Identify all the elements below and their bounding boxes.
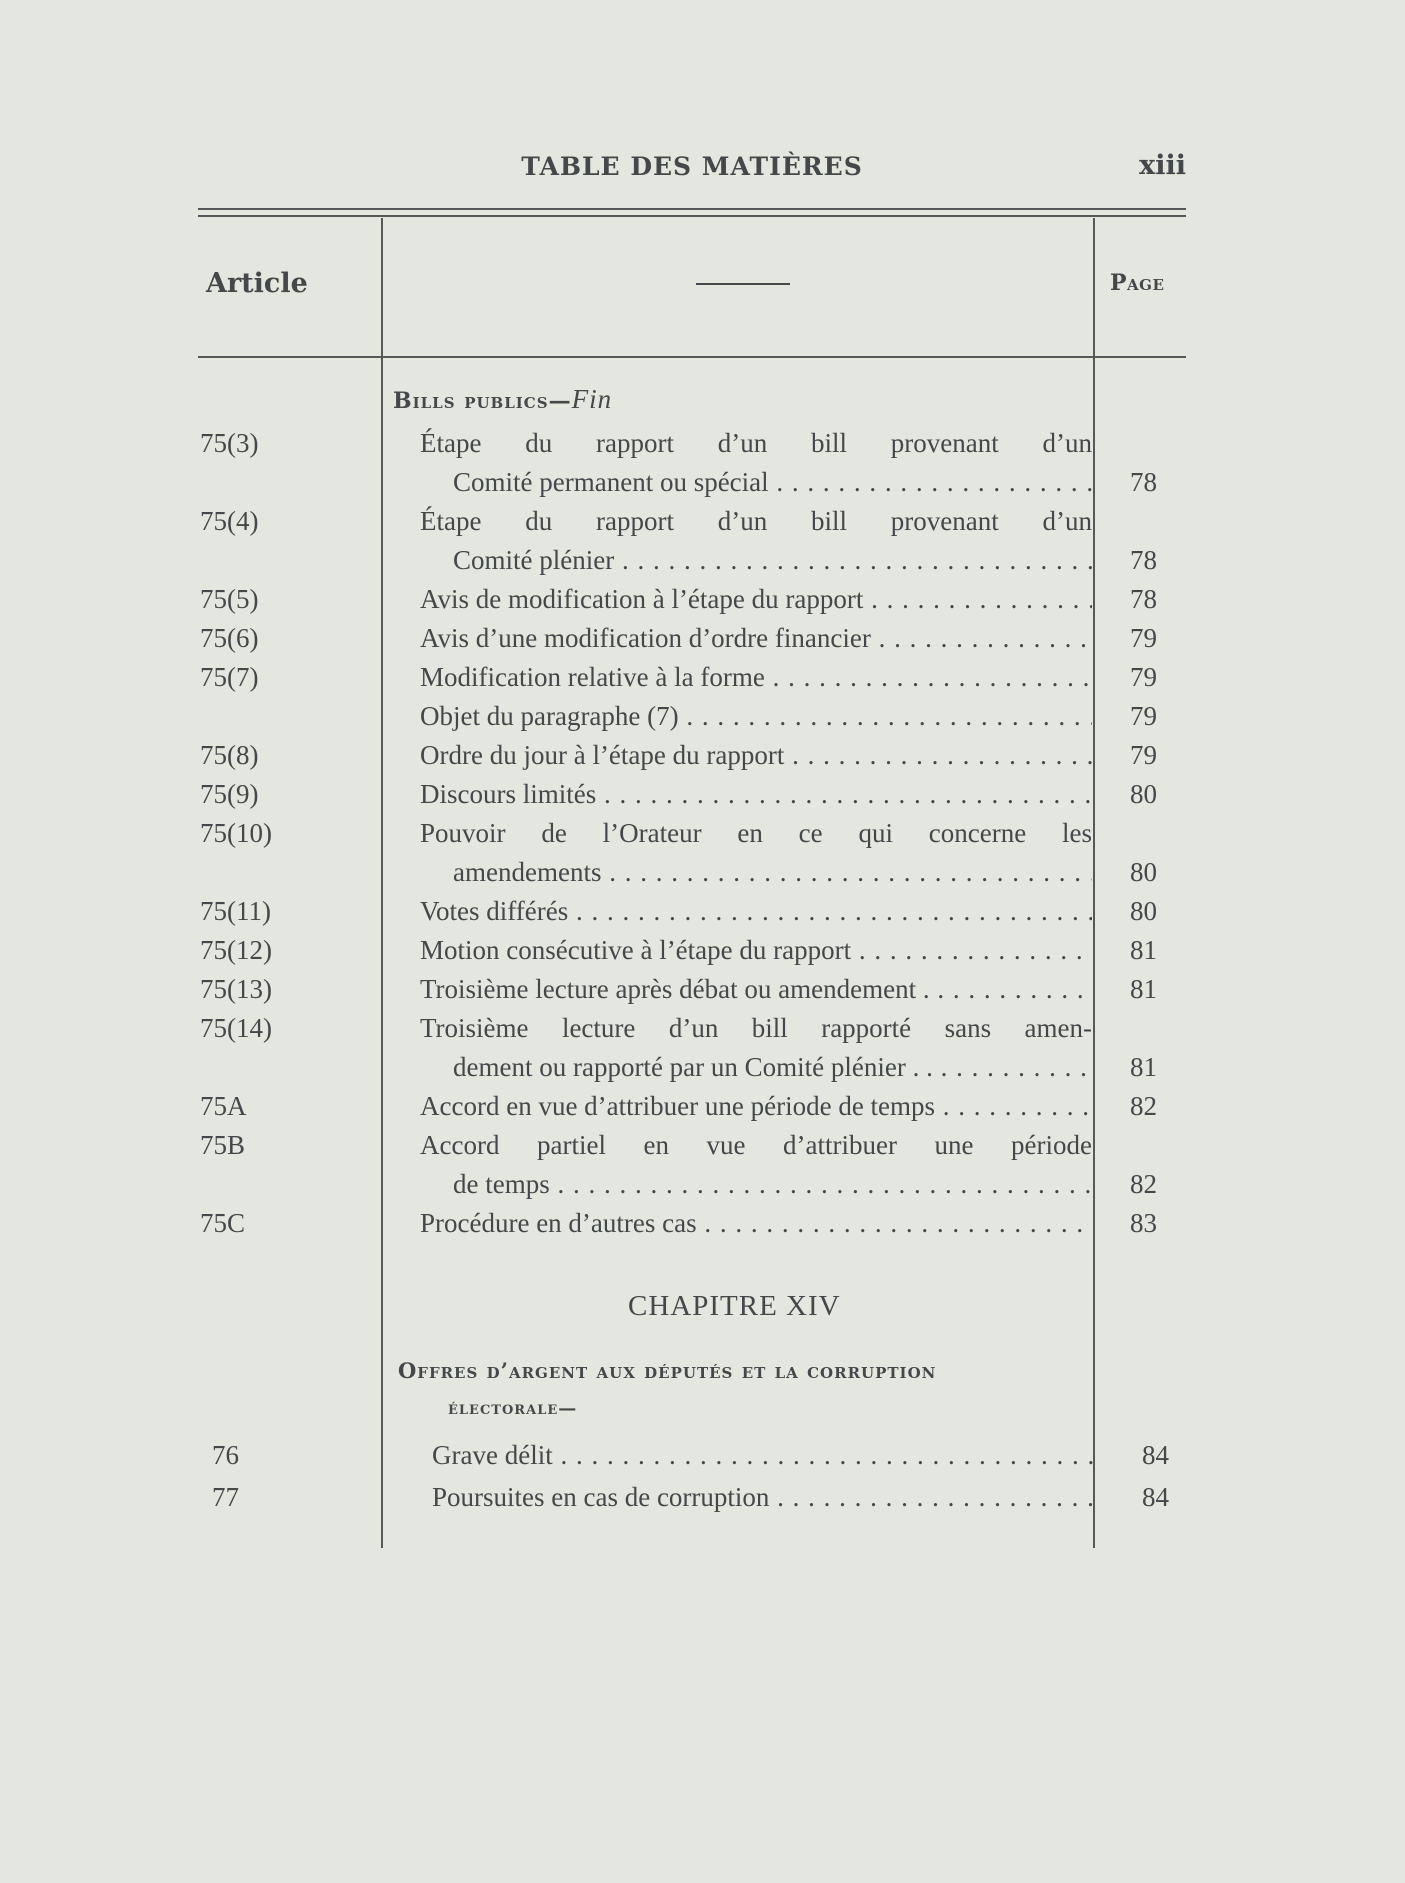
entry-title-text: Comité permanent ou spécial . . . (453, 467, 1092, 497)
entry-title (420, 1087, 1092, 1125)
entry-title (420, 658, 1092, 696)
entry-title-text: Ordre du jour à l’étape du rapport . . . (420, 740, 1092, 770)
entry-page-number: 80 (1130, 857, 1157, 887)
entry-page-number: 84 (1142, 1482, 1169, 1512)
entry-title-text: dement ou rapporté par un Comité plénier . . . . . (453, 1052, 1092, 1082)
header-rule (198, 356, 1186, 358)
entry-article-number: 77 (212, 1482, 239, 1512)
entry-page-number: 79 (1130, 740, 1157, 770)
entry-article-number: 75(6) (200, 623, 259, 653)
entry-page-number: 82 (1130, 1091, 1157, 1121)
entry-article-number: 75(7) (200, 662, 259, 692)
entry-title-text: Avis de modification à l’étape du rapport . . . (420, 584, 1092, 614)
entry-page-number: 78 (1130, 467, 1157, 497)
title-column-dash (696, 283, 790, 285)
entry-title-text: amendements . . . (453, 857, 1092, 887)
entry-title (420, 736, 1092, 774)
page-number: xiii (1139, 150, 1186, 181)
article-column-header: Article (206, 268, 308, 299)
entry-title (453, 853, 1092, 891)
entry-title (420, 697, 1092, 735)
top-rule (198, 208, 1186, 210)
entry-title (420, 775, 1092, 813)
entry-title-text: Motion consécutive à l’étape du rapport . . . (420, 935, 1092, 965)
entry-article-number: 75(8) (200, 740, 259, 770)
entry-page-number: 82 (1130, 1169, 1157, 1199)
entry-article-number: 75(12) (200, 935, 272, 965)
entry-page-number: 80 (1130, 779, 1157, 809)
entry-page-number: 83 (1130, 1208, 1157, 1238)
entry-article-number: 75(9) (200, 779, 259, 809)
entry-title (420, 580, 1092, 618)
entry-title (453, 463, 1092, 501)
page-title: TABLE DES MATIÈRES (521, 152, 863, 181)
entry-page-number: 79 (1130, 662, 1157, 692)
entry-title: Troisième lecture d’un bill rapporté sans amen- (420, 1013, 1092, 1043)
entry-page-number: 78 (1130, 545, 1157, 575)
entry-article-number: 75(5) (200, 584, 259, 614)
entry-title-text: Procédure en d’autres cas . . . (420, 1208, 1092, 1238)
entry-title-text: Grave délit . . . (432, 1440, 1104, 1470)
entry-title-text: Troisième lecture après débat ou amendement . . . . (420, 974, 1092, 1004)
entry-title (432, 1436, 1104, 1474)
top-rule-double (198, 215, 1186, 217)
entry-title: Accord partiel en vue d’attribuer une période (420, 1130, 1092, 1160)
entry-title: Pouvoir de l’Orateur en ce qui concerne les (420, 818, 1092, 848)
column-divider-left (381, 218, 383, 1548)
entry-title-text: de temps . . . (453, 1169, 1092, 1199)
entry-title (420, 1204, 1092, 1242)
entry-title-text: Poursuites en cas de corruption . . . (432, 1482, 1104, 1512)
chapter-heading: CHAPITRE XIV (628, 1290, 841, 1322)
section-heading-offres-line1: Offres d’argent aux députés et la corruption (398, 1358, 937, 1383)
entry-article-number: 76 (212, 1440, 239, 1470)
entry-title-text: Comité plénier . . . (453, 545, 1092, 575)
entry-page-number: 81 (1130, 974, 1157, 1004)
entry-title (453, 1048, 1092, 1086)
column-divider-right (1093, 218, 1095, 1548)
entry-title (432, 1478, 1104, 1516)
entry-page-number: 79 (1130, 623, 1157, 653)
entry-title: Étape du rapport d’un bill provenant d’un (420, 428, 1092, 458)
section-suffix: Fin (571, 384, 613, 414)
entry-article-number: 75A (200, 1091, 247, 1121)
section-title: Bills publics— (393, 388, 572, 414)
entry-article-number: 75(4) (200, 506, 259, 536)
entry-article-number: 75(3) (200, 428, 259, 458)
entry-page-number: 81 (1130, 935, 1157, 965)
entry-article-number: 75(14) (200, 1013, 272, 1043)
entry-title-text: Modification relative à la forme . . . (420, 662, 1092, 692)
entry-article-number: 75(13) (200, 974, 272, 1004)
entry-title (453, 541, 1092, 579)
section-heading-bills-publics (393, 384, 612, 415)
entry-title (420, 619, 1092, 657)
entry-title (453, 1165, 1092, 1203)
entry-title-text: Avis d’une modification d’ordre financier . . . (420, 623, 1092, 653)
entry-title: Étape du rapport d’un bill provenant d’un (420, 506, 1092, 536)
entry-page-number: 79 (1130, 701, 1157, 731)
entry-page-number: 81 (1130, 1052, 1157, 1082)
entry-page-number: 80 (1130, 896, 1157, 926)
entry-title (420, 892, 1092, 930)
entry-page-number: 84 (1142, 1440, 1169, 1470)
entry-article-number: 75(11) (200, 896, 271, 926)
entry-title (420, 970, 1092, 1008)
entry-article-number: 75(10) (200, 818, 272, 848)
entry-article-number: 75B (200, 1130, 246, 1160)
entry-title-text: Objet du paragraphe (7) . . . (420, 701, 1092, 731)
section-heading-offres-line2: électorale— (448, 1398, 578, 1419)
entry-page-number: 78 (1130, 584, 1157, 614)
entry-article-number: 75C (200, 1208, 246, 1238)
entry-title-text: Accord en vue d’attribuer une période de temps . . . (420, 1091, 1092, 1121)
entry-title (420, 931, 1092, 969)
page-column-header: Page (1110, 270, 1165, 296)
entry-title-text: Discours limités . . . (420, 779, 1092, 809)
running-head (198, 148, 1186, 188)
entry-title-text: Votes différés . . . (420, 896, 1092, 926)
